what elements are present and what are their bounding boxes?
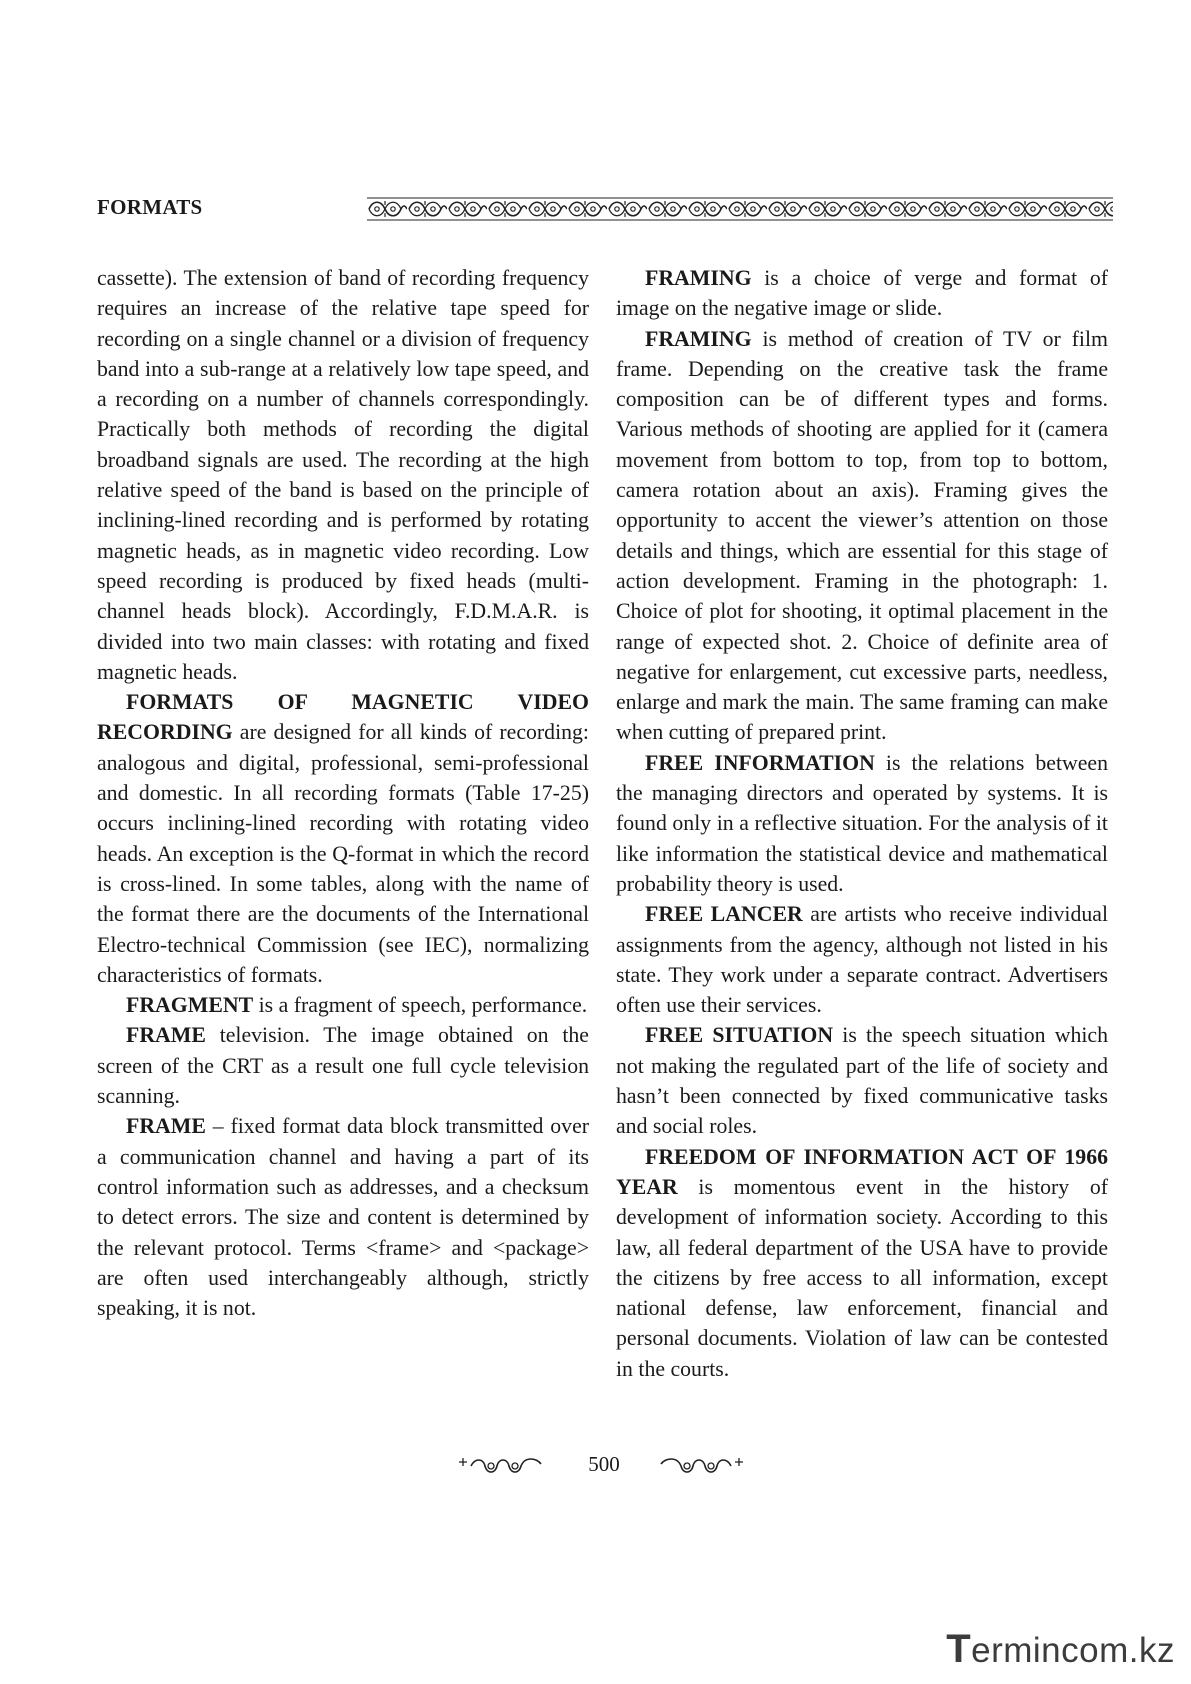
running-header bbox=[97, 195, 1113, 225]
paragraph bbox=[616, 1020, 1108, 1141]
entry-term: FREE INFORMATION bbox=[645, 750, 875, 775]
paragraph bbox=[616, 1142, 1108, 1384]
paragraph bbox=[97, 1020, 589, 1111]
watermark-text: ermincom.kz bbox=[971, 1631, 1175, 1670]
ornament-right-icon bbox=[659, 1454, 745, 1478]
paragraph bbox=[97, 263, 589, 687]
entry-text: is a choice of verge and format of image on the negative image or slide. bbox=[616, 266, 1108, 321]
entry-text: television. The image obtained on the screen of the CRT as a result one full cycle television scanning. bbox=[97, 1023, 589, 1109]
paragraph bbox=[616, 748, 1108, 899]
ornament-left-icon bbox=[457, 1454, 543, 1478]
right-column bbox=[616, 263, 1108, 1384]
header-title: FORMATS bbox=[97, 195, 203, 219]
left-column bbox=[97, 263, 589, 1323]
paragraph bbox=[97, 1111, 589, 1323]
entry-text: is method of creation of TV or film frame. Depending on the creative task the frame composition can be of different types and forms. Various methods of shooting are applied for it (camera movement from bottom to top, from top to bottom, camera rotation about an axis). Framing gives the opportunity to accent the viewer’s attention on those details and things, which are essential for this stage of action development. Framing in the photograph: 1. Choice of plot for shooting, it optimal placement in the range of expected shot. 2. Choice of definite area of negative for enlargement, cut excessive parts, needless, enlarge and mark the main. The same framing can make when cutting of prepared print. bbox=[616, 326, 1108, 745]
entry-text: is momentous event in the history of development of information society. According to this law, all federal department of the USA have to provide the citizens by free access to all information, except national defense, law enforcement, financial and personal documents. Violation of law can be contested in the courts. bbox=[616, 1174, 1108, 1381]
entry-text: is the relations between the managing directors and operated by systems. It is found only in a reflective situation. For the analysis of it like information the statistical device and mathematical probability theory is used. bbox=[616, 750, 1108, 896]
entry-term: FRAGMENT bbox=[126, 993, 254, 1018]
entry-text: are artists who receive individual assignments from the agency, although not listed in his state. They work under a separate contract. Advertisers often use their services. bbox=[616, 902, 1109, 1018]
entry-text: cassette). The extension of band of recording frequency requires an increase of the relative tape speed for recording on a single channel or a division of frequency band into a sub-range at a relatively low tape speed, and a recording on a number of channels correspondingly. Practically both methods of recording the digital broadband signals are used. The recording at the high relative speed of the band is based on the principle of inclining-lined recording and is performed by rotating magnetic heads, as in magnetic video recording. Low speed recording is produced by fixed heads (multi-channel heads block). Accordingly, F.D.M.A.R. is divided into two main classes: with rotating and fixed magnetic heads. bbox=[97, 266, 589, 684]
page-number: 500 bbox=[588, 1452, 620, 1476]
entry-term: FRAMING bbox=[645, 266, 752, 290]
paragraph bbox=[97, 990, 589, 1020]
ornament-band-icon bbox=[367, 197, 1113, 221]
entry-text: is the speech situation which not making the regulated part of the life of society and hasn’t been connected by fixed communicative tasks and social roles. bbox=[616, 1023, 1108, 1139]
entry-term: FRAME bbox=[126, 1023, 206, 1048]
entry-text: – fixed format data block transmitted over a communication channel and having a part of its control information such as addresses, and a checksum to detect errors. The size and content is determined by the relevant protocol. Terms <frame> and <package> are often used interchangeably although, strictly speaking, it is not. bbox=[97, 1114, 589, 1321]
entry-term: FRAMING bbox=[645, 326, 752, 351]
watermark-t-glyph: T bbox=[946, 1627, 972, 1671]
entry-term: FRAME bbox=[126, 1114, 206, 1139]
paragraph bbox=[97, 687, 589, 990]
entry-text: are designed for all kinds of recording: analogous and digital, professional, semi-professional and domestic. In all recording formats (Table 17-25) occurs inclining-lined recording with rotating video heads. An exception is the Q-format in which the record is cross-lined. In some tables, along with the name of the format there are the documents of the International Electro-technical Commission (see IEC), normalizing characteristics of formats. bbox=[97, 720, 589, 987]
paragraph bbox=[616, 263, 1108, 324]
entry-term: FORMATS OF MAGNETIC VIDEO RECORDING bbox=[97, 690, 589, 745]
paragraph bbox=[616, 324, 1108, 748]
paragraph bbox=[616, 899, 1108, 1020]
page-footer bbox=[0, 1452, 1191, 1482]
entry-term: FREE LANCER bbox=[645, 902, 803, 927]
entry-term: FREEDOM OF INFORMATION ACT OF 1966 YEAR bbox=[616, 1144, 1108, 1199]
entry-text: is a fragment of speech, performance. bbox=[253, 993, 588, 1018]
entry-term: FREE SITUATION bbox=[645, 1023, 834, 1048]
site-watermark bbox=[946, 1627, 1175, 1672]
